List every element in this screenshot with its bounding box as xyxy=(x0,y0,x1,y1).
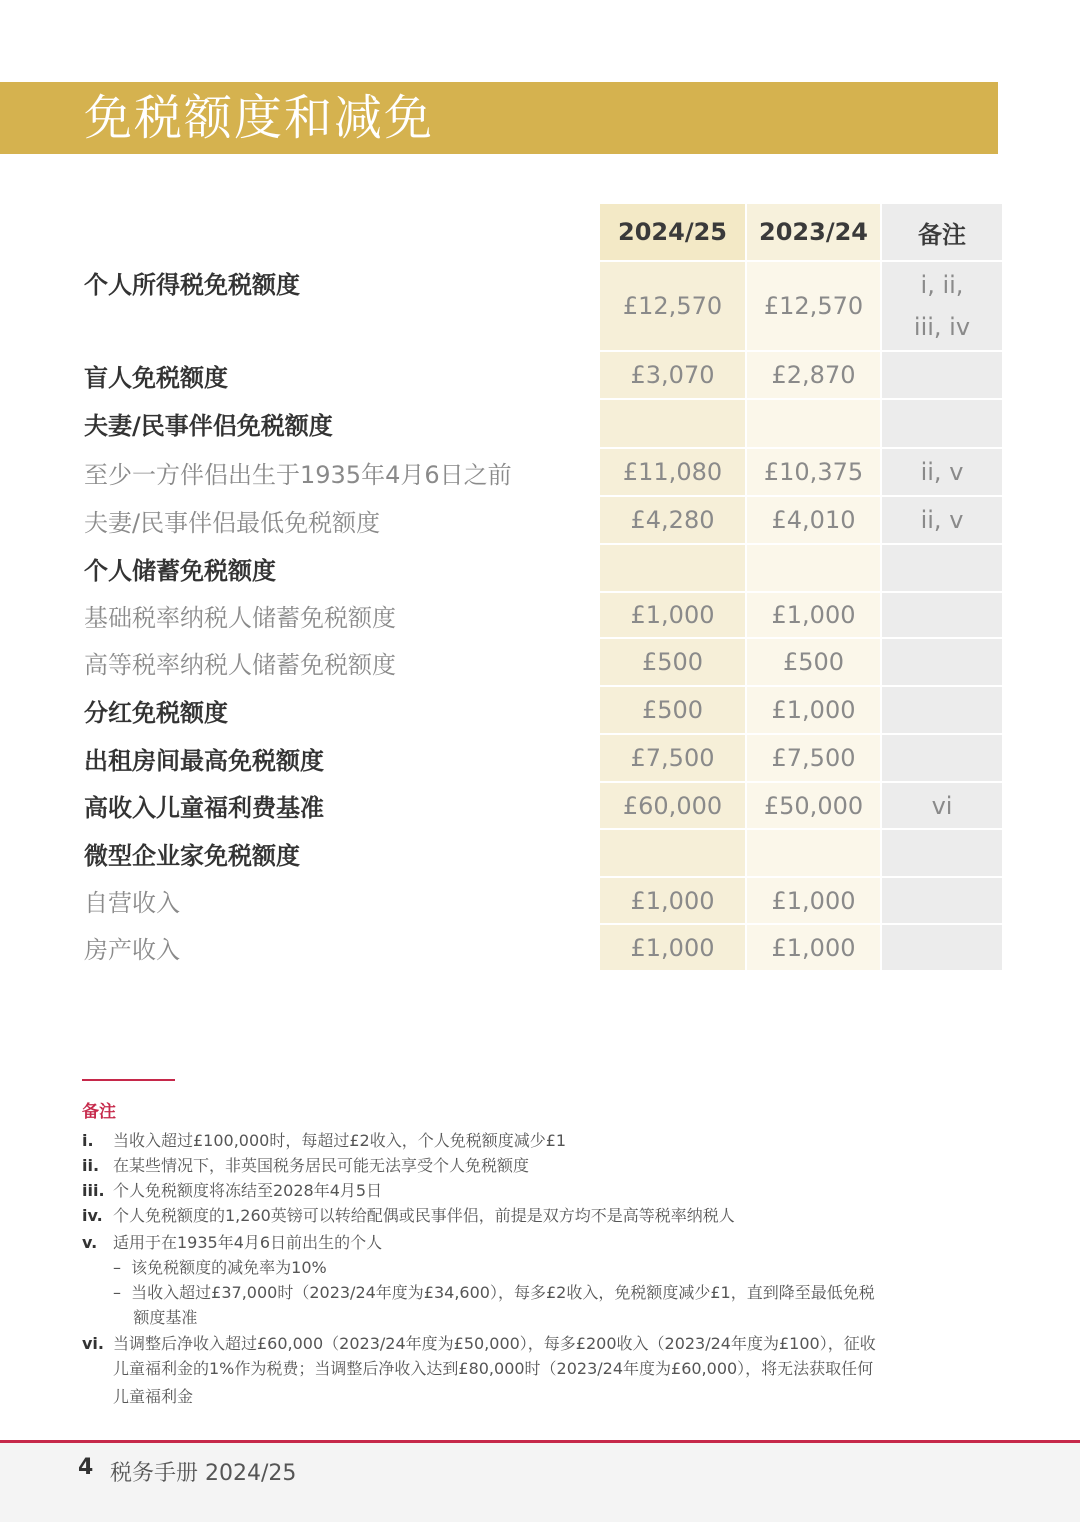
row-label: 个人储蓄免税额度 xyxy=(84,556,276,585)
note-number: iv. xyxy=(82,1206,103,1225)
note-item xyxy=(82,1203,982,1228)
value-2023-24 xyxy=(747,545,880,591)
value-2023-24: £12,570 xyxy=(747,262,880,350)
note-ref: ii, v xyxy=(882,449,1002,495)
note-item xyxy=(82,1153,982,1178)
note-ref: vi xyxy=(882,783,1002,828)
value-2024-25: £3,070 xyxy=(600,352,745,398)
note-text: 当收入超过£100,000时，每超过£2收入，个人免税额度减少£1 xyxy=(113,1131,567,1150)
value-2023-24 xyxy=(747,830,880,876)
note-item xyxy=(82,1356,982,1381)
value-2024-25: £11,080 xyxy=(600,449,745,495)
value-2024-25: £12,570 xyxy=(600,262,745,350)
column-header-3: 备注 xyxy=(882,204,1002,260)
row-label: 个人所得税免税额度 xyxy=(84,270,300,299)
page-title: 免税额度和减免 xyxy=(84,90,435,146)
note-item xyxy=(82,1128,982,1153)
value-2023-24: £1,000 xyxy=(747,925,880,970)
page-number: 4 xyxy=(78,1455,94,1480)
row-label: 夫妻/民事伴侣免税额度 xyxy=(84,412,333,440)
value-2023-24: £7,500 xyxy=(747,735,880,781)
note-number: i. xyxy=(82,1131,94,1150)
footer-title: 税务手册 2024/25 xyxy=(110,1461,297,1486)
note-ref xyxy=(882,687,1002,733)
note-number: vi. xyxy=(82,1334,104,1353)
note-item xyxy=(82,1280,982,1305)
note-ref xyxy=(882,735,1002,781)
note-item xyxy=(82,1178,982,1203)
value-2023-24: £2,870 xyxy=(747,352,880,398)
note-text: – 当收入超过£37,000时（2023/24年度为£34,600），每多£2收入，免税额度减少£1，直到降至最低免税 xyxy=(113,1283,875,1302)
value-2024-25: £1,000 xyxy=(600,878,745,923)
note-ref xyxy=(882,262,1002,350)
row-label: 基础税率纳税人储蓄免税额度 xyxy=(84,603,396,632)
value-2023-24: £10,375 xyxy=(747,449,880,495)
value-2024-25: £1,000 xyxy=(600,925,745,970)
row-label: 高收入儿童福利费基准 xyxy=(84,794,324,822)
value-2023-24: £1,000 xyxy=(747,687,880,733)
value-2024-25: £500 xyxy=(600,687,745,733)
value-2024-25: £500 xyxy=(600,639,745,685)
value-2023-24: £500 xyxy=(747,639,880,685)
row-label: 出租房间最高免税额度 xyxy=(84,746,324,775)
note-text: 儿童福利金的1%作为税费；当调整后净收入达到£80,000时（2023/24年度为£60,000），将无法获取任何 xyxy=(113,1359,874,1378)
value-2024-25 xyxy=(600,545,745,591)
note-ref xyxy=(882,593,1002,637)
note-number: v. xyxy=(82,1233,98,1252)
note-ref xyxy=(882,400,1002,447)
note-ref xyxy=(882,352,1002,398)
note-ref-line: i, ii, xyxy=(920,271,964,299)
value-2024-25: £4,280 xyxy=(600,497,745,543)
value-2024-25: £60,000 xyxy=(600,783,745,828)
value-2023-24: £50,000 xyxy=(747,783,880,828)
note-ref xyxy=(882,830,1002,876)
note-ref-line: iii, iv xyxy=(913,313,971,341)
row-label: 自营收入 xyxy=(84,889,180,917)
note-ref xyxy=(882,639,1002,685)
row-label: 房产收入 xyxy=(84,936,180,964)
value-2024-25 xyxy=(600,400,745,447)
note-text: 额度基准 xyxy=(113,1308,198,1327)
note-ref xyxy=(882,925,1002,970)
note-text: 个人免税额度将冻结至2028年4月5日 xyxy=(113,1181,383,1200)
value-2024-25 xyxy=(600,830,745,876)
note-text: 适用于在1935年4月6日前出生的个人 xyxy=(113,1233,383,1252)
note-text: 儿童福利金 xyxy=(113,1387,194,1406)
note-ref xyxy=(882,545,1002,591)
value-2024-25: £1,000 xyxy=(600,593,745,637)
note-item xyxy=(82,1331,982,1356)
note-text: 个人免税额度的1,260英镑可以转给配偶或民事伴侣，前提是双方均不是高等税率纳税人 xyxy=(113,1206,735,1225)
row-label: 至少一方伴侣出生于1935年4月6日之前 xyxy=(84,460,512,489)
value-2023-24 xyxy=(747,400,880,447)
value-2023-24: £4,010 xyxy=(747,497,880,543)
note-item xyxy=(82,1255,982,1280)
value-2023-24: £1,000 xyxy=(747,878,880,923)
note-ref xyxy=(882,878,1002,923)
note-ref: ii, v xyxy=(882,497,1002,543)
note-number: ii. xyxy=(82,1156,100,1175)
note-text: – 该免税额度的减免率为10% xyxy=(113,1258,327,1277)
note-number: iii. xyxy=(82,1181,105,1200)
row-label: 盲人免税额度 xyxy=(84,363,228,392)
note-text: 当调整后净收入超过£60,000（2023/24年度为£50,000），每多£200收入（2023/24年度为£100），征收 xyxy=(113,1334,876,1353)
row-label: 高等税率纳税人储蓄免税额度 xyxy=(84,650,396,679)
row-label: 夫妻/民事伴侣最低免税额度 xyxy=(84,508,381,537)
column-header-2: 2023/24 xyxy=(747,204,880,260)
notes-divider xyxy=(82,1079,175,1081)
row-label: 分红免税额度 xyxy=(84,698,228,727)
note-item xyxy=(82,1384,982,1409)
row-label: 微型企业家免税额度 xyxy=(84,841,300,870)
title-banner xyxy=(0,82,998,154)
notes-title: 备注 xyxy=(82,1102,116,1122)
note-text: 在某些情况下，非英国税务居民可能无法享受个人免税额度 xyxy=(113,1156,530,1175)
column-header-1: 2024/25 xyxy=(600,204,745,260)
value-2024-25: £7,500 xyxy=(600,735,745,781)
note-item xyxy=(82,1230,982,1255)
note-item xyxy=(82,1305,982,1330)
value-2023-24: £1,000 xyxy=(747,593,880,637)
